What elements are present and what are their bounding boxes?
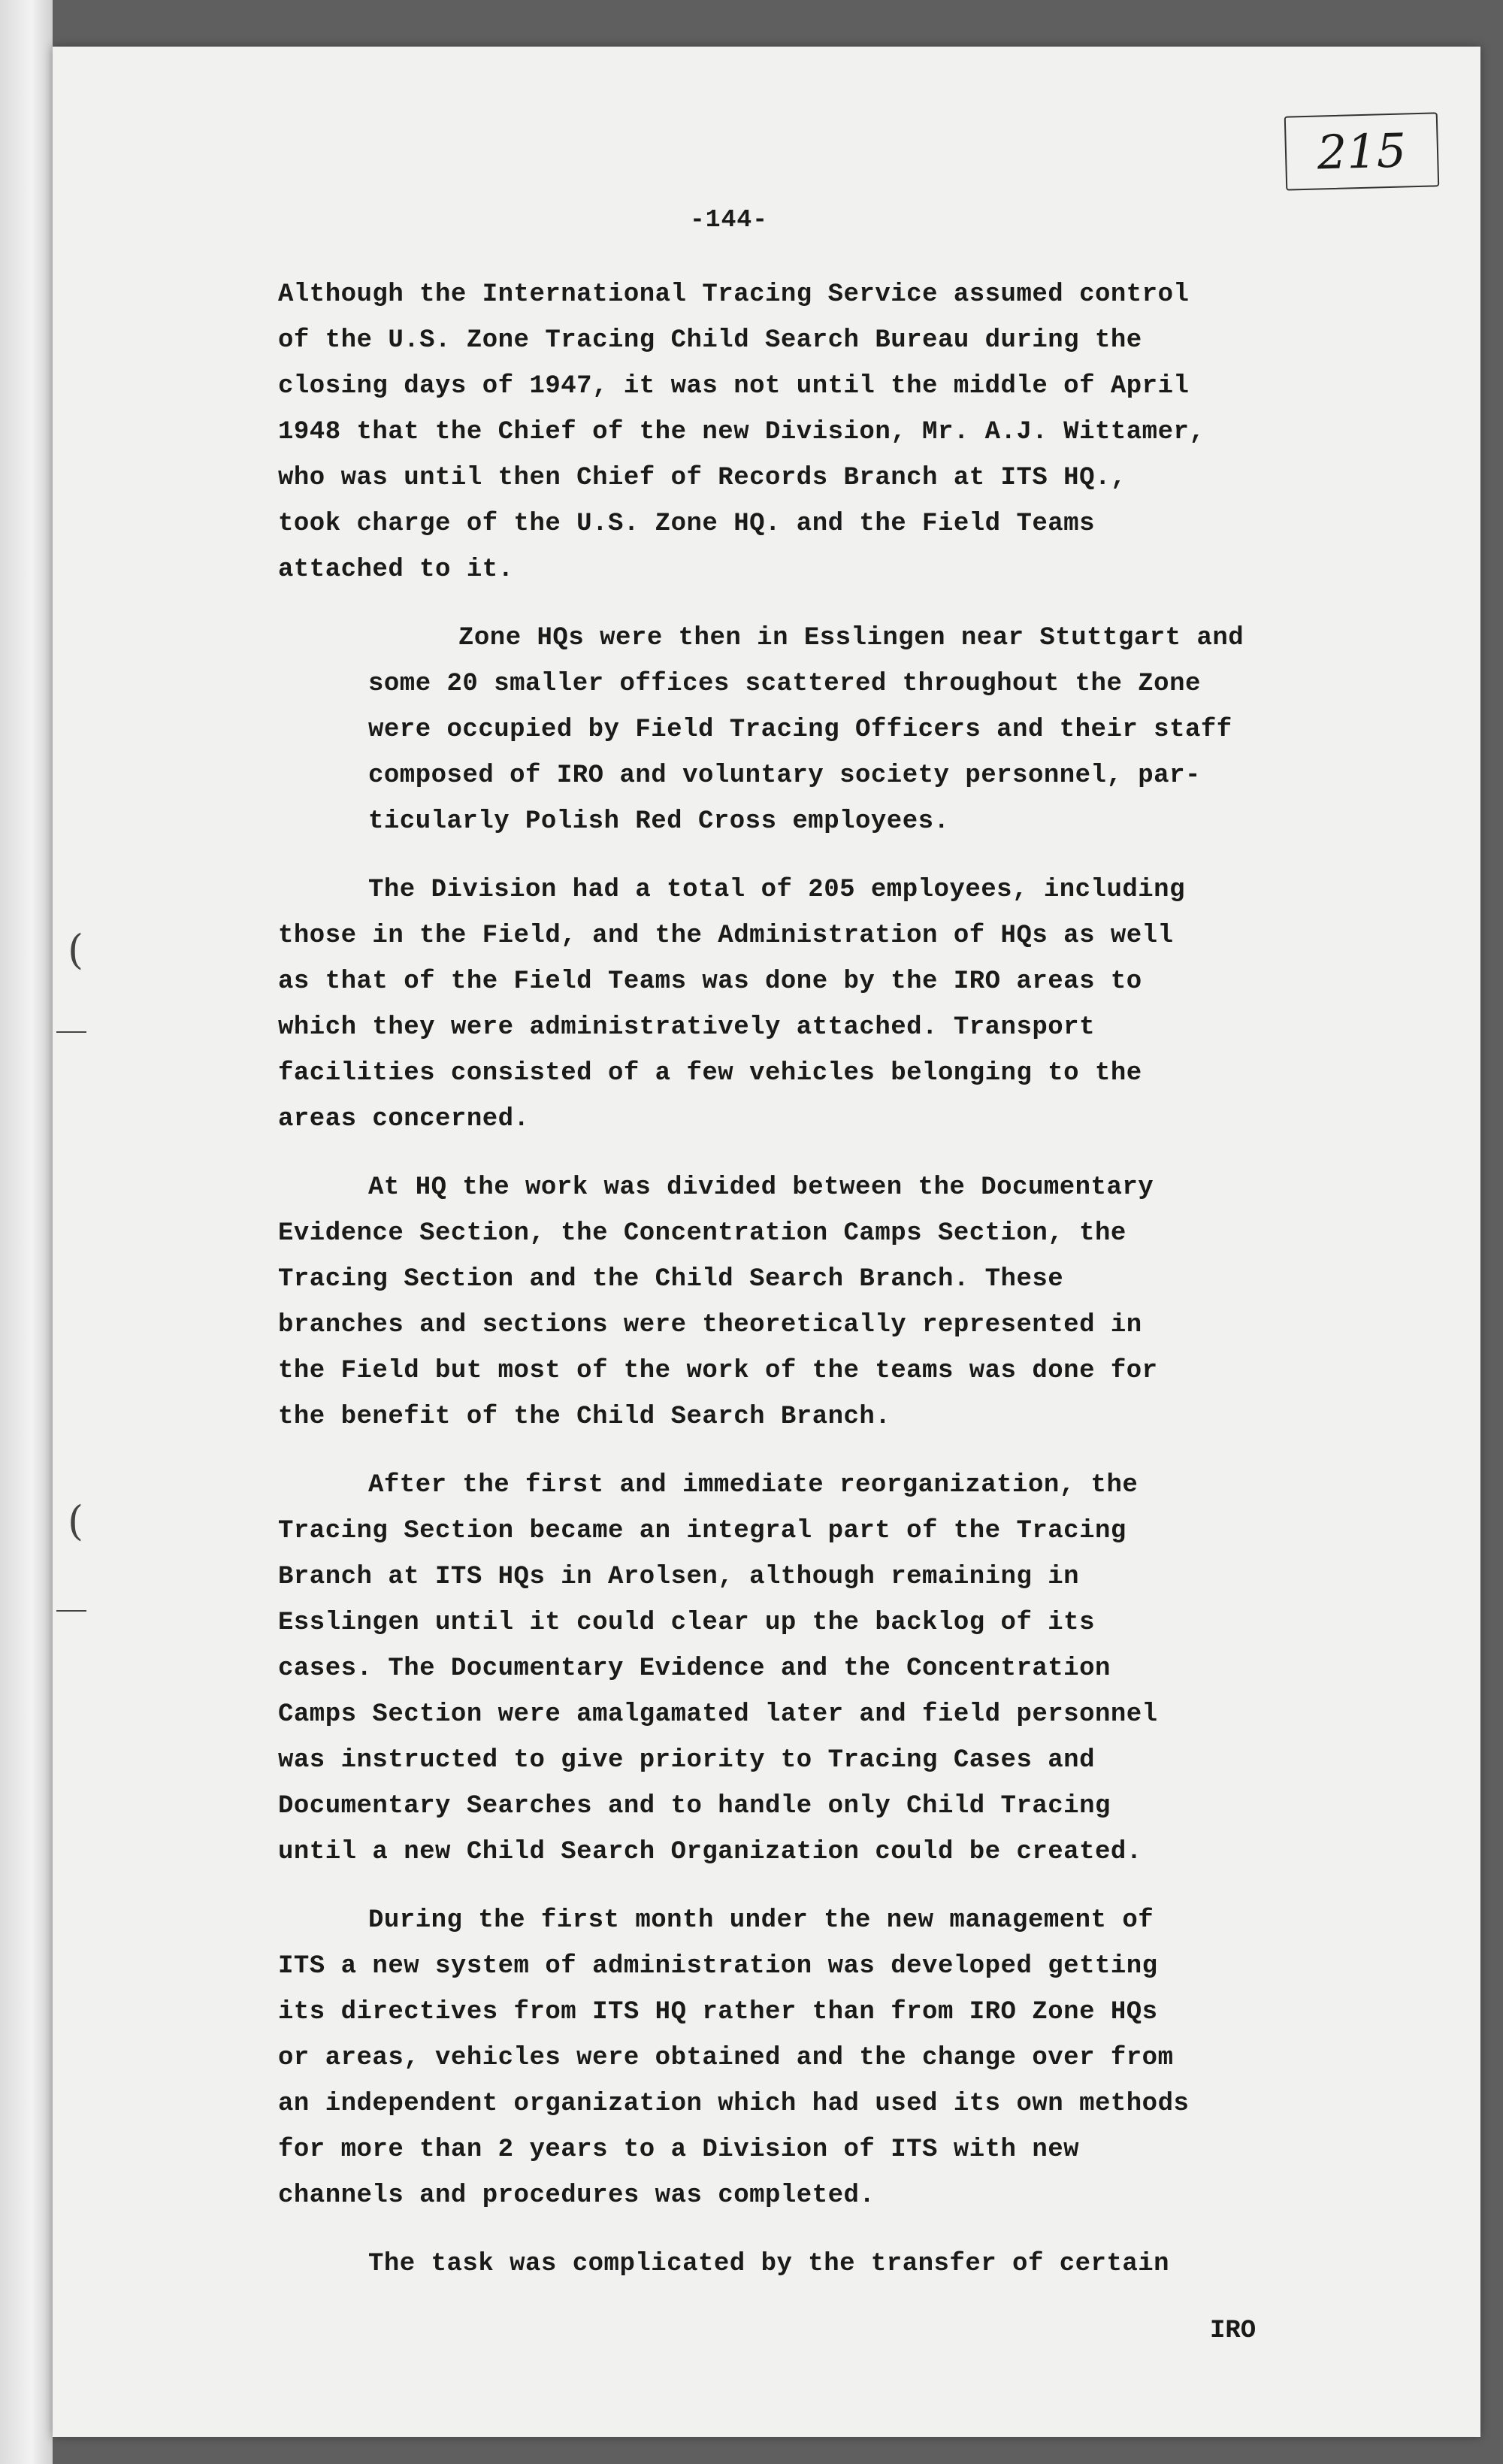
text-line: which they were administratively attached. Transport (278, 1013, 1095, 1042)
text-line: attached to it. (278, 555, 514, 584)
text-line: branches and sections were theoretically represented in (278, 1311, 1142, 1339)
text-line: as that of the Field Teams was done by the IRO areas to (278, 967, 1142, 996)
body-text (278, 272, 1368, 2310)
text-line: were occupied by Field Tracing Officers and their staff (368, 716, 1232, 744)
paragraph (278, 272, 1368, 593)
text-line: an independent organization which had used its own methods (278, 2090, 1190, 2118)
paragraph (278, 1463, 1368, 1875)
margin-dash-mark (56, 1031, 86, 1033)
text-line: Evidence Section, the Concentration Camps Section, the (278, 1219, 1126, 1248)
text-line: The Division had a total of 205 employees, including (368, 876, 1185, 904)
text-line: was instructed to give priority to Tracing Cases and (278, 1746, 1095, 1775)
text-line: At HQ the work was divided between the Documentary (368, 1173, 1154, 1202)
text-line: ITS a new system of administration was developed getting (278, 1952, 1158, 1981)
margin-dash-mark (56, 1610, 86, 1612)
text-line: Tracing Section and the Child Search Branch. These (278, 1265, 1064, 1294)
binding-edge (0, 0, 53, 2464)
text-line: until a new Child Search Organization could be created. (278, 1838, 1142, 1866)
text-line: the benefit of the Child Search Branch. (278, 1403, 891, 1431)
text-line: ticularly Polish Red Cross employees. (368, 807, 950, 836)
text-line: for more than 2 years to a Division of ITS with new (278, 2136, 1080, 2164)
text-line: Although the International Tracing Service assumed control (278, 280, 1190, 309)
text-line: 1948 that the Chief of the new Division, Mr. A.J. Wittamer, (278, 418, 1205, 446)
text-line: Esslingen until it could clear up the backlog of its (278, 1609, 1095, 1637)
catchword: IRO (1210, 2317, 1257, 2345)
page-number: -144- (689, 206, 769, 234)
text-line: some 20 smaller offices scattered throughout the Zone (368, 670, 1201, 698)
text-line: its directives from ITS HQ rather than from IRO Zone HQs (278, 1998, 1158, 2027)
margin-bracket-mark: ( (68, 926, 84, 973)
text-line: The task was complicated by the transfer of certain (368, 2250, 1170, 2278)
text-line: the Field but most of the work of the teams was done for (278, 1357, 1158, 1385)
text-line: facilities consisted of a few vehicles belonging to the (278, 1059, 1142, 1088)
paragraph (278, 1898, 1368, 2219)
margin-bracket-mark: ( (68, 1497, 84, 1545)
text-line: channels and procedures was completed. (278, 2181, 875, 2210)
paragraph (278, 867, 1368, 1143)
paragraph (278, 2242, 1368, 2287)
text-line: Camps Section were amalgamated later and field personnel (278, 1700, 1158, 1729)
paragraph (278, 616, 1368, 845)
text-line: Documentary Searches and to handle only Child Tracing (278, 1792, 1111, 1821)
text-line: of the U.S. Zone Tracing Child Search Bureau during the (278, 326, 1142, 355)
text-line: who was until then Chief of Records Branch at ITS HQ., (278, 464, 1126, 492)
text-line: those in the Field, and the Administration of HQs as well (278, 922, 1174, 950)
text-line: took charge of the U.S. Zone HQ. and the Field Teams (278, 510, 1095, 538)
text-line: Branch at ITS HQs in Arolsen, although remaining in (278, 1563, 1080, 1591)
folio-stamp: 215 (1284, 112, 1440, 190)
text-line: After the first and immediate reorganization, the (368, 1471, 1139, 1500)
document-page (53, 47, 1480, 2437)
text-line: cases. The Documentary Evidence and the Concentration (278, 1654, 1111, 1683)
paragraph (278, 1165, 1368, 1440)
text-line: Tracing Section became an integral part of the Tracing (278, 1517, 1126, 1545)
text-line: or areas, vehicles were obtained and the change over from (278, 2044, 1174, 2072)
text-line: During the first month under the new management of (368, 1906, 1154, 1935)
text-line: Zone HQs were then in Esslingen near Stuttgart and (458, 624, 1244, 652)
text-line: composed of IRO and voluntary society personnel, par- (368, 761, 1201, 790)
text-line: closing days of 1947, it was not until the middle of April (278, 372, 1190, 401)
text-line: areas concerned. (278, 1105, 530, 1134)
